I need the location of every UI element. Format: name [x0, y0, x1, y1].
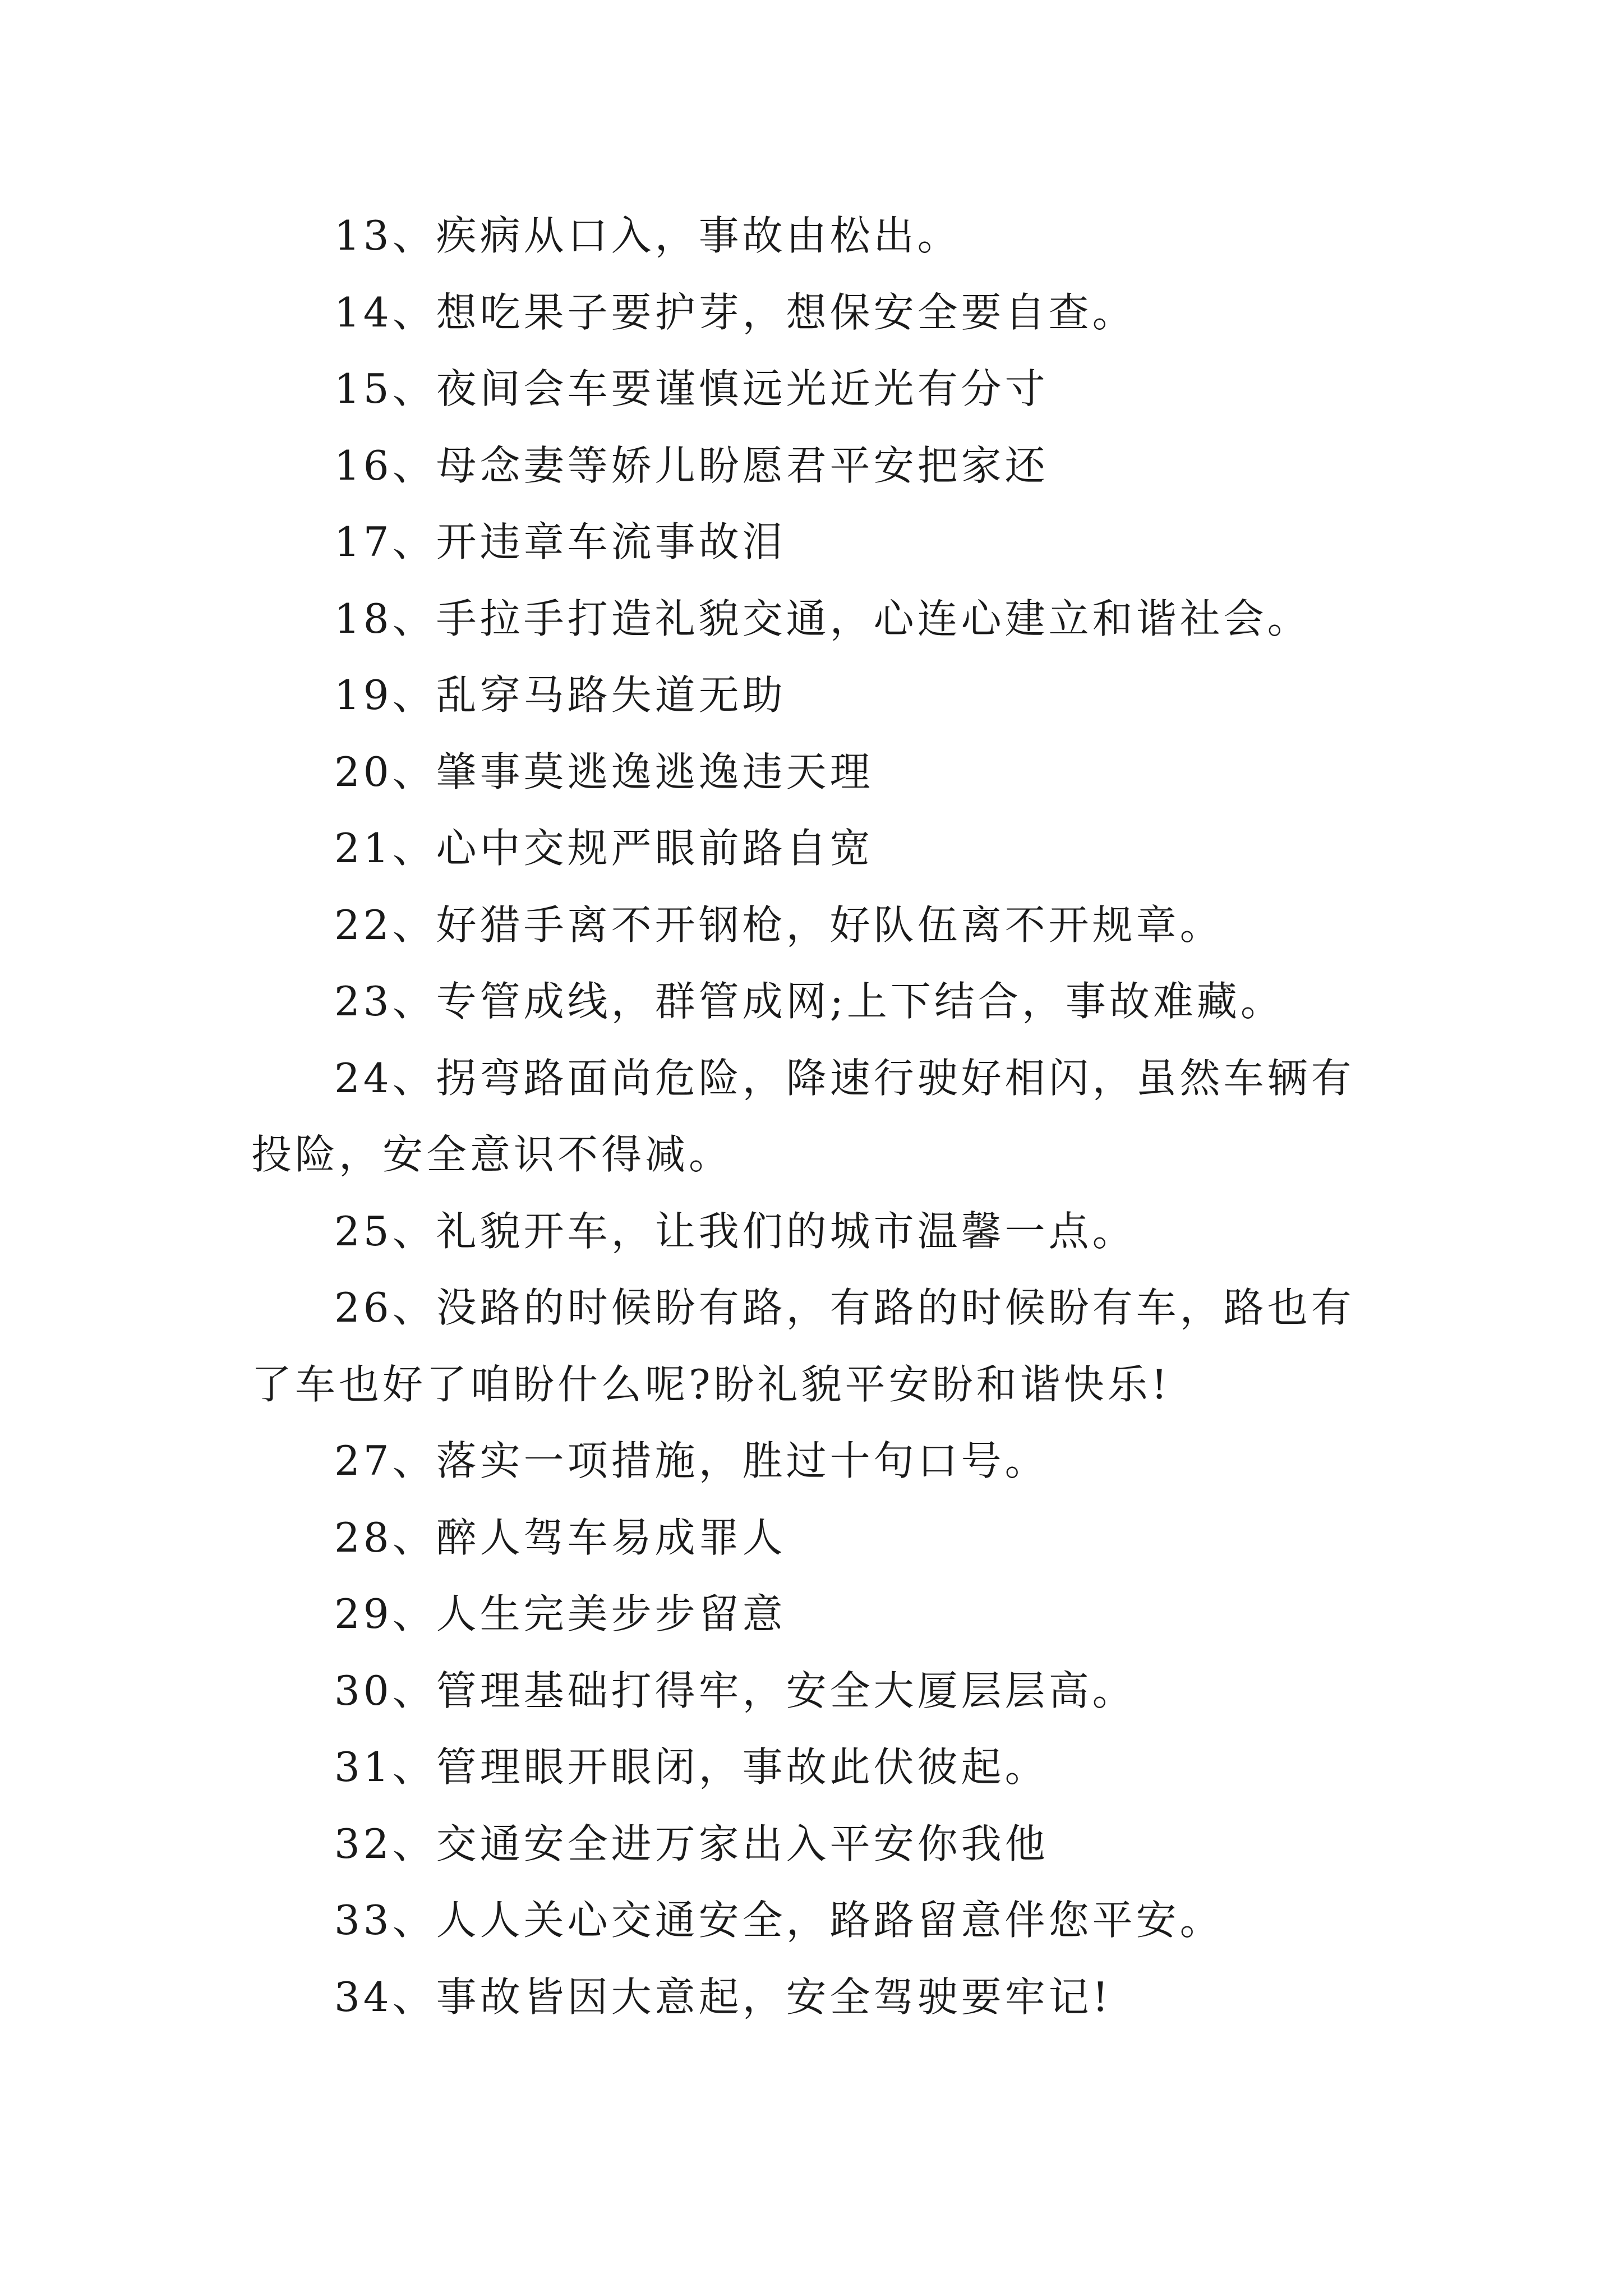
list-item: 18、手拉手打造礼貌交通，心连心建立和谐社会。	[334, 595, 1311, 642]
list-item: 31、管理眼开眼闭，事故此伏彼起。	[334, 1743, 1049, 1791]
list-item: 27、落实一项措施，胜过十句口号。	[334, 1437, 1049, 1484]
list-item: 15、夜间会车要谨慎远光近光有分寸	[334, 365, 1049, 412]
list-item: 22、好猎手离不开钢枪，好队伍离不开规章。	[334, 901, 1224, 949]
slogan-list	[0, 197, 1623, 2035]
list-item: 23、专管成线，群管成网;上下结合，事故难藏。	[334, 978, 1284, 1025]
list-item: 14、想吃果子要护芽，想保安全要自查。	[334, 288, 1136, 336]
list-item: 26、没路的时候盼有路，有路的时候盼有车，路也有了车也好了咱盼什么呢?盼礼貌平安盼和谐快乐!	[251, 1284, 1355, 1408]
list-item: 33、人人关心交通安全，路路留意伴您平安。	[334, 1897, 1224, 1944]
list-item: 19、乱穿马路失道无助	[334, 671, 786, 719]
list-item: 13、疾病从口入，事故由松出。	[334, 212, 961, 259]
list-item: 16、母念妻等娇儿盼愿君平安把家还	[334, 441, 1049, 489]
list-item: 34、事故皆因大意起，安全驾驶要牢记!	[334, 1973, 1112, 2021]
list-item: 30、管理基础打得牢，安全大厦层层高。	[334, 1667, 1136, 1714]
list-item: 17、开违章车流事故泪	[334, 518, 786, 565]
list-item: 24、拐弯路面尚危险，降速行驶好相闪，虽然车辆有投险，安全意识不得减。	[251, 1054, 1355, 1178]
list-item: 21、心中交规严眼前路自宽	[334, 825, 874, 872]
list-item: 25、礼貌开车，让我们的城市温馨一点。	[334, 1207, 1136, 1255]
list-item: 20、肇事莫逃逸逃逸违天理	[334, 748, 874, 795]
list-item: 29、人生完美步步留意	[334, 1590, 786, 1637]
list-item: 32、交通安全进万家出入平安你我他	[334, 1820, 1049, 1867]
list-item: 28、醉人驾车易成罪人	[334, 1513, 786, 1561]
